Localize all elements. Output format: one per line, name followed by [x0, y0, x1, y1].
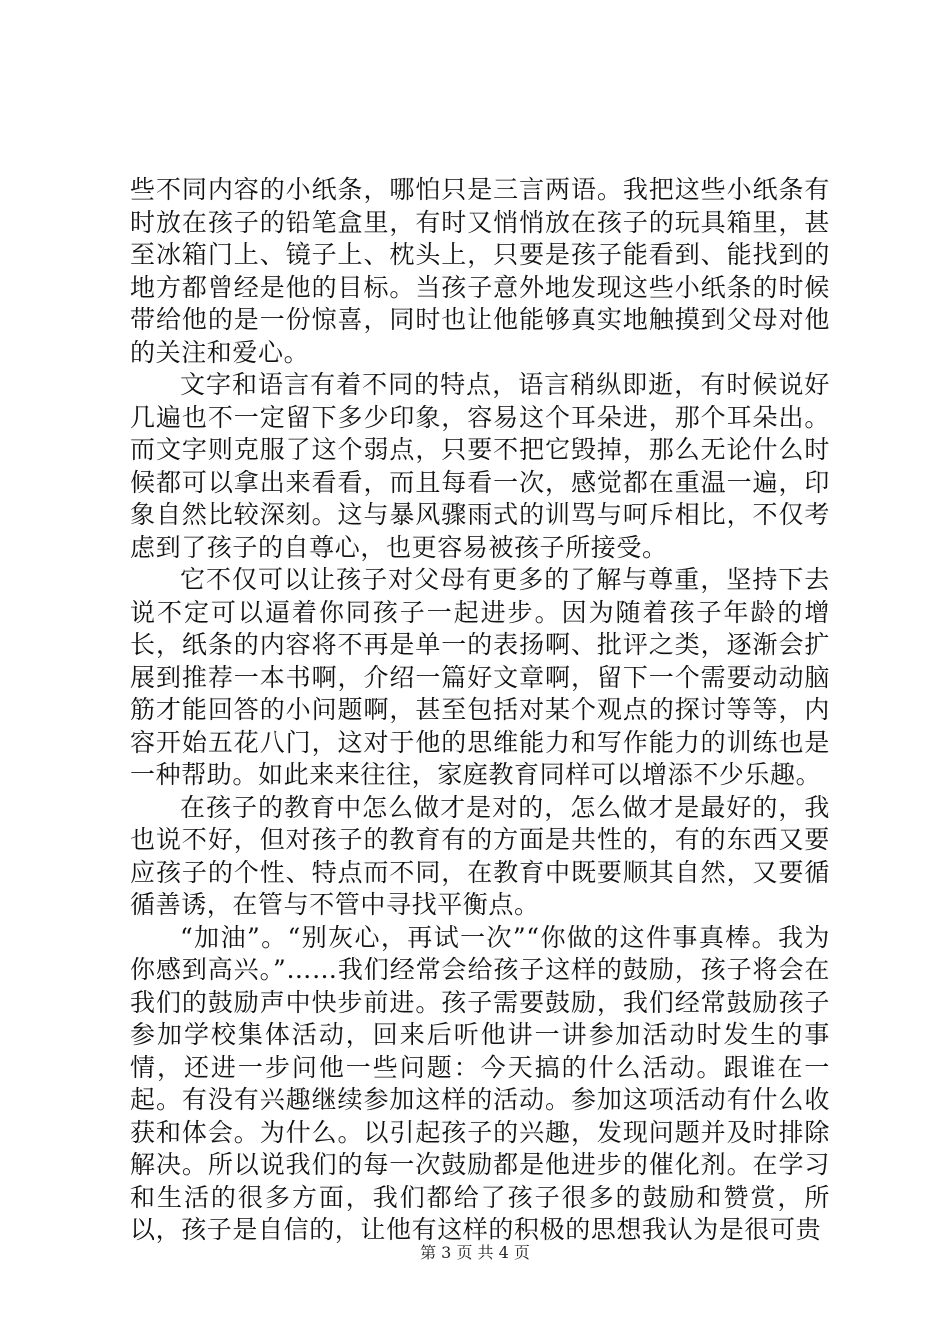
paragraph-2: 文字和语言有着不同的特点，语言稍纵即逝，有时候说好几遍也不一定留下多少印象，容易这个耳朵进，那个耳朵出。而文字则克服了这个弱点，只要不把它毁掉，那么无论什么时候都可以拿出来看看，而且每看一次，感觉都在重温一遍，印象自然比较深刻。这与暴风骤雨式的训骂与呵斥相比，不仅考虑到了孩子的自尊心，也更容易被孩子所接受。 — [130, 370, 830, 562]
document-body — [130, 174, 830, 1247]
paragraph-3: 它不仅可以让孩子对父母有更多的了解与尊重，坚持下去说不定可以逼着你同孩子一起进步。因为随着孩子年龄的增长，纸条的内容将不再是单一的表扬啊、批评之类，逐渐会扩展到推荐一本书啊，介绍一篇好文章啊，留下一个需要动动脑筋才能回答的小问题啊，甚至包括对某个观点的探讨等等，内容开始五花八门，这对于他的思维能力和写作能力的训练也是一种帮助。如此来来往往，家庭教育同样可以增添不少乐趣。 — [130, 565, 830, 789]
paragraph-1: 些不同内容的小纸条，哪怕只是三言两语。我把这些小纸条有时放在孩子的铅笔盒里，有时又悄悄放在孩子的玩具箱里，甚至冰箱门上、镜子上、枕头上，只要是孩子能看到、能找到的地方都曾经是他的目标。当孩子意外地发现这些小纸条的时候带给他的是一份惊喜，同时也让他能够真实地触摸到父母对他的关注和爱心。 — [130, 175, 830, 367]
paragraph-4: 在孩子的教育中怎么做才是对的，怎么做才是最好的，我也说不好，但对孩子的教育有的方面是共性的，有的东西又要应孩子的个性、特点而不同，在教育中既要顺其自然，又要循循善诱，在管与不管中寻找平衡点。 — [130, 792, 830, 919]
page-number-footer: 第 3 页 共 4 页 — [420, 1243, 530, 1262]
paragraph-5: “加油”。“别灰心，再试一次”“你做的这件事真棒。我为你感到高兴。”……我们经常会给孩子这样的鼓励，孩子将会在我们的鼓励声中快步前进。孩子需要鼓励，我们经常鼓励孩子参加学校集体活动，回来后听他讲一讲参加活动时发生的事情，还进一步问他一些问题：今天搞的什么活动。跟谁在一起。有没有兴趣继续参加这样的活动。参加这项活动有什么收获和体会。为什么。以引起孩子的兴趣，发现问题并及时排除解决。所以说我们的每一次鼓励都是他进步的催化剂。在学习和生活的很多方面，我们都给了孩子很多的鼓励和赞赏，所以，孩子是自信的，让他有这样的积极的思想我认为是很可贵 — [130, 922, 830, 1244]
